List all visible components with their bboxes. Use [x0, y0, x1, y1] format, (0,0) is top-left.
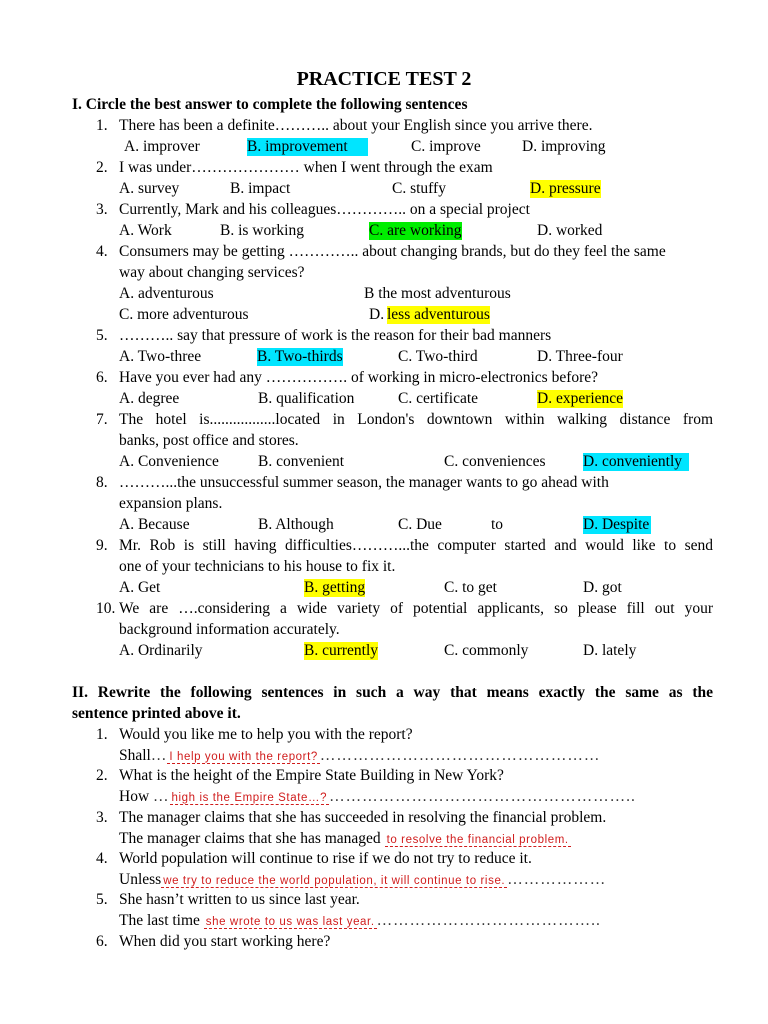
option-d[interactable]: D. Three-four	[537, 348, 623, 365]
option-a[interactable]: A. Ordinarily	[119, 642, 203, 659]
option-d[interactable]: D. worked	[537, 222, 603, 239]
blank-dots: ……………………………………………	[319, 747, 601, 764]
option-d-selected[interactable]: less adventurous	[387, 306, 490, 323]
item-original-sentence: When did you start working here?	[119, 933, 331, 950]
section-2-heading-line-2: sentence printed above it.	[72, 705, 241, 722]
rewrite-line	[119, 871, 606, 890]
question-text-line-2: background information accurately.	[119, 621, 340, 638]
item-original-sentence: She hasn’t written to us since last year.	[119, 891, 360, 908]
item-original-sentence: Would you like me to help you with the report?	[119, 726, 413, 743]
option-c[interactable]: C. Due	[398, 516, 442, 533]
option-a[interactable]: A. Get	[119, 579, 161, 596]
item-original-sentence: The manager claims that she has succeeded in resolving the financial problem.	[119, 809, 607, 826]
option-a[interactable]: A. Two-three	[119, 348, 202, 365]
item-original-sentence: What is the height of the Empire State Building in New York?	[119, 767, 504, 784]
option-b-selected[interactable]: B. currently	[304, 642, 379, 659]
question-text-line-2: one of your technicians to his house to fix it.	[119, 558, 396, 575]
question-text-line-1: ………...the unsuccessful summer season, the manager wants to go ahead with	[119, 474, 609, 491]
blank-dots: …………………………………..	[376, 912, 601, 929]
item-number: 2.	[96, 767, 108, 784]
option-a[interactable]: A. improver	[124, 138, 200, 155]
option-c[interactable]: C. conveniences	[444, 453, 546, 470]
rewrite-prefix: How	[119, 788, 150, 805]
item-number: 1.	[96, 726, 108, 743]
option-b[interactable]: B. convenient	[258, 453, 345, 470]
option-a[interactable]: A. degree	[119, 390, 180, 407]
rewrite-answer-field[interactable]: I help you with the report?	[169, 751, 318, 763]
option-b[interactable]: B. Although	[258, 516, 334, 533]
option-d-selected[interactable]: D. pressure	[530, 180, 601, 197]
option-a[interactable]: A. survey	[119, 180, 180, 197]
option-a[interactable]: A. Because	[119, 516, 190, 533]
option-b[interactable]: B. is working	[220, 222, 304, 239]
item-original-sentence: World population will continue to rise if we do not try to reduce it.	[119, 850, 532, 867]
item-number: 5.	[96, 891, 108, 908]
option-c[interactable]: C. more adventurous	[119, 306, 249, 323]
option-d-selected[interactable]: D. Despite	[583, 516, 650, 533]
option-c[interactable]: C. certificate	[398, 390, 479, 407]
rewrite-answer-field[interactable]: she wrote to us was last year.	[205, 916, 375, 928]
question-text: There has been a definite……….. about your English since you arrive there.	[119, 117, 593, 134]
question-text-line-2: expansion plans.	[119, 495, 223, 512]
option-b-selected[interactable]: B. improvement	[247, 138, 368, 156]
question-text-line-2: banks, post office and stores.	[119, 432, 299, 449]
option-d[interactable]: D. lately	[583, 642, 637, 659]
page-title: PRACTICE TEST 2	[296, 68, 472, 90]
rewrite-line: Shall… I help you with the report? ……………………………………………	[119, 747, 601, 764]
question-text: Currently, Mark and his colleagues………….. on a special project	[119, 201, 530, 218]
option-d-selected[interactable]: D. experience	[537, 390, 624, 407]
question-text-line-1: The hotel is.................located in London's downtown within walking distance from	[119, 411, 713, 428]
rewrite-line	[119, 830, 571, 849]
option-d[interactable]: D. improving	[522, 138, 606, 155]
rewrite-prefix: The manager claims that she has managed	[119, 830, 381, 847]
option-a[interactable]: A. Convenience	[119, 453, 219, 470]
rewrite-answer-field[interactable]: we try to reduce the world population, it will continue to rise.	[163, 875, 506, 887]
option-c-continued: to	[491, 516, 504, 533]
question-number: 7.	[96, 411, 108, 428]
option-c-selected[interactable]: C. are working	[369, 222, 462, 239]
question-number: 10.	[96, 600, 116, 617]
rewrite-line	[119, 912, 601, 931]
option-c[interactable]: C. commonly	[444, 642, 529, 659]
option-d-selected[interactable]: D. conveniently	[583, 453, 689, 471]
rewrite-prefix: Unless	[119, 871, 162, 888]
question-number: 5.	[96, 327, 108, 344]
option-a[interactable]: A. Work	[119, 222, 172, 239]
question-text: Have you ever had any ……………. of working in micro-electronics before?	[119, 369, 599, 386]
section-1-heading: I. Circle the best answer to complete the following sentences	[72, 96, 468, 113]
blank-dots: ………………	[507, 871, 607, 888]
rewrite-line: How … high is the Empire State…? ………………………………………………..	[119, 788, 636, 805]
question-number: 6.	[96, 369, 108, 386]
question-number: 9.	[96, 537, 108, 554]
blank-dots: ………………………………………………..	[329, 788, 636, 805]
question-number: 4.	[96, 243, 108, 260]
rewrite-answer-field[interactable]: to resolve the financial problem.	[386, 834, 569, 846]
section-2-heading-line-1: II. Rewrite the following sentences in such a way that means exactly the same as the	[72, 684, 713, 701]
item-number: 3.	[96, 809, 108, 826]
rewrite-prefix: Shall	[119, 747, 151, 764]
question-number: 3.	[96, 201, 108, 218]
option-d[interactable]: D. got	[583, 579, 622, 596]
question-number: 2.	[96, 159, 108, 176]
question-number: 8.	[96, 474, 108, 491]
option-d-letter[interactable]: D.	[369, 306, 385, 323]
option-a[interactable]: A. adventurous	[119, 285, 214, 302]
option-c[interactable]: C. Two-third	[398, 348, 478, 365]
option-b[interactable]: B. impact	[230, 180, 291, 197]
option-b[interactable]: B the most adventurous	[364, 285, 511, 302]
option-c[interactable]: C. improve	[411, 138, 481, 155]
question-text-line-2: way about changing services?	[119, 264, 305, 281]
item-number: 4.	[96, 850, 108, 867]
question-text: I was under………………… when I went through the exam	[119, 159, 493, 176]
rewrite-prefix: The last time	[119, 912, 200, 929]
question-number: 1.	[96, 117, 108, 134]
question-text: ……….. say that pressure of work is the reason for their bad manners	[119, 327, 552, 344]
option-b-selected[interactable]: B. getting	[304, 579, 366, 596]
question-text-line-1: Consumers may be getting ………….. about changing brands, but do they feel the same	[119, 243, 666, 260]
question-text-line-1: We are ….considering a wide variety of potential applicants, so please fill out your	[119, 600, 713, 617]
option-b[interactable]: B. qualification	[258, 390, 355, 407]
item-number: 6.	[96, 933, 108, 950]
rewrite-answer-field[interactable]: high is the Empire State…?	[171, 792, 328, 804]
question-text-line-1: Mr. Rob is still having difficulties………...the computer started and would like to send	[119, 537, 713, 554]
option-b-selected[interactable]: B. Two-thirds	[257, 348, 343, 365]
option-c[interactable]: C. stuffy	[392, 180, 446, 197]
option-c[interactable]: C. to get	[444, 579, 497, 596]
